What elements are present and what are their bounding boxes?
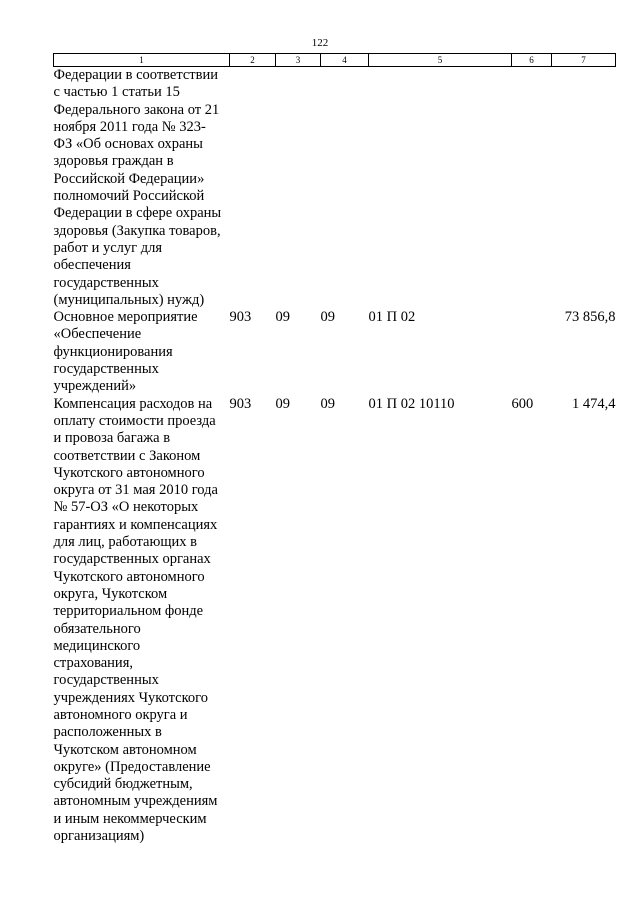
name-line: Федерации в сфере охраны xyxy=(53,205,222,222)
expense-type-cell xyxy=(512,67,552,310)
name-line: Чукотского автономного xyxy=(53,464,205,481)
subsection-code-cell: 09 xyxy=(320,395,335,412)
subsection-code-cell xyxy=(321,67,369,310)
name-line: автономного округа и xyxy=(53,706,188,723)
name-line: Российской Федерации» xyxy=(53,170,205,187)
name-line: субсидий бюджетным, xyxy=(53,776,193,793)
section-code-cell: 09 xyxy=(275,395,290,412)
name-line: округе» (Предоставление xyxy=(53,758,211,775)
amount-cell: 73 856,8 xyxy=(564,309,616,326)
name-line: учреждений» xyxy=(53,378,137,395)
name-line: гарантиях и компенсациях xyxy=(53,516,218,533)
name-line: здоровья граждан в xyxy=(53,153,174,170)
column-number-header: 6 xyxy=(512,54,552,67)
target-article-cell: 01 П 02 xyxy=(368,309,416,326)
name-line: соответствии с Законом xyxy=(53,447,201,464)
name-line: государственных xyxy=(53,274,159,291)
name-line: округа, Чукотском xyxy=(53,585,168,602)
target-article-cell: 01 П 02 10110 xyxy=(368,395,455,412)
expense-type-cell: 600 xyxy=(511,395,534,412)
table-row xyxy=(54,309,616,395)
table-row xyxy=(54,396,616,846)
row-name-cell xyxy=(54,309,230,395)
column-number-header: 7 xyxy=(552,54,616,67)
name-line: Чукотском автономном xyxy=(53,741,197,758)
name-line: государственных xyxy=(53,361,159,378)
name-line: медицинского xyxy=(53,637,141,654)
name-line: государственных xyxy=(53,672,159,689)
section-code-cell xyxy=(276,67,321,310)
name-line: Федерации в соответствии xyxy=(53,67,219,83)
expense-type-cell xyxy=(512,309,552,395)
name-line: полномочий Российской xyxy=(53,188,205,205)
name-line: здоровья (Закупка товаров, xyxy=(53,222,221,239)
name-line: «Обеспечение xyxy=(53,326,142,343)
name-line: государственных органах xyxy=(53,551,211,568)
column-number-row xyxy=(54,54,616,67)
name-line: № 57-ОЗ «О некоторых xyxy=(53,499,199,516)
ministry-code-cell: 903 xyxy=(229,395,252,412)
name-line: оплату стоимости проезда xyxy=(53,412,216,429)
ministry-code-cell: 903 xyxy=(229,309,252,326)
name-line: функционирования xyxy=(53,343,173,360)
name-line: и провоза багажа в xyxy=(53,430,171,447)
budget-table xyxy=(53,53,616,845)
page-number: 122 xyxy=(311,37,329,49)
row-name-cell xyxy=(54,67,230,310)
column-number-header: 4 xyxy=(321,54,369,67)
name-line: учреждениях Чукотского xyxy=(53,689,209,706)
name-line: (муниципальных) нужд) xyxy=(53,291,205,308)
amount-cell: 1 474,4 xyxy=(572,395,616,412)
target-article-cell xyxy=(369,67,512,310)
name-line: Компенсация расходов на xyxy=(53,395,213,412)
ministry-code-cell xyxy=(230,67,276,310)
section-code-cell: 09 xyxy=(275,309,290,326)
name-line: обеспечения xyxy=(53,257,131,274)
name-line: округа от 31 мая 2010 года xyxy=(53,482,218,499)
name-line: обязательного xyxy=(53,620,141,637)
row-name-cell xyxy=(54,396,230,846)
column-number-header: 3 xyxy=(276,54,321,67)
name-line: с частью 1 статьи 15 xyxy=(53,84,180,101)
name-line: Основное мероприятие xyxy=(53,309,198,326)
name-line: работ и услуг для xyxy=(53,239,162,256)
name-line: организациям) xyxy=(53,828,145,845)
table-row xyxy=(54,67,616,310)
column-number-header: 5 xyxy=(369,54,512,67)
name-line: для лиц, работающих в xyxy=(53,534,197,551)
subsection-code-cell: 09 xyxy=(320,309,335,326)
name-line: страхования, xyxy=(53,655,133,672)
name-line: автономным учреждениям xyxy=(53,793,218,810)
amount-cell xyxy=(552,67,616,310)
name-line: ноября 2011 года № 323- xyxy=(53,118,206,135)
name-line: Чукотского автономного xyxy=(53,568,205,585)
column-number-header: 1 xyxy=(54,54,230,67)
name-line: территориальном фонде xyxy=(53,603,204,620)
column-number-header: 2 xyxy=(230,54,276,67)
name-line: и иным некоммерческим xyxy=(53,810,207,827)
name-line: ФЗ «Об основах охраны xyxy=(53,136,203,153)
name-line: расположенных в xyxy=(53,724,162,741)
name-line: Федерального закона от 21 xyxy=(53,101,220,118)
